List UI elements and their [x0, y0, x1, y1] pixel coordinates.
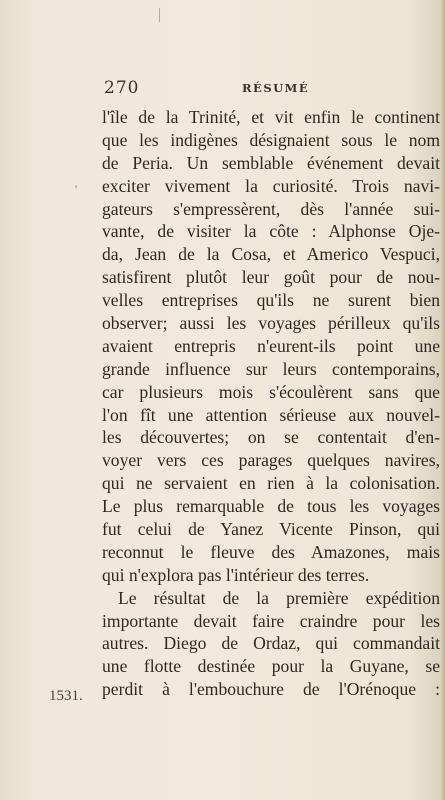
text-line: voyer vers ces parages quelques navires,: [102, 450, 440, 471]
text-line: les découvertes; on se contentait d'en-: [102, 427, 440, 448]
margin-mark: ': [75, 182, 78, 196]
text-line: autres. Diego de Ordaz, qui commandait: [102, 633, 440, 654]
text-line: fut celui de Yanez Vicente Pinson, qui: [102, 519, 440, 540]
text-line: perdit à l'embouchure de l'Orénoque :: [102, 679, 440, 700]
page-edge: [441, 0, 445, 800]
text-line: l'on fît une attention sérieuse aux nouvel-: [102, 404, 440, 425]
text-line: importante devait faire craindre pour les: [102, 610, 440, 631]
text-line: velles entreprises qu'ils ne surent bien: [102, 290, 440, 311]
text-line: vante, de visiter la côte : Alphonse Oje-: [102, 221, 440, 242]
text-line: satisfirent plutôt leur goût pour de nou-: [102, 267, 440, 288]
running-head: RÉSUMÉ: [242, 81, 310, 95]
page-header: [104, 78, 440, 102]
margin-year-note: 1531.: [49, 688, 83, 704]
text-line: avaient entrepris n'eurent-ils point une: [102, 335, 440, 356]
text-line: qui ne servaient en rien à la colonisation.: [102, 473, 440, 494]
text-line: exciter vivement la curiosité. Trois navi-: [102, 175, 440, 196]
page-number: 270: [104, 78, 140, 98]
text-line: que les indigènes désignaient sous le nom: [102, 129, 440, 150]
text-line: Le plus remarquable de tous les voyages: [102, 496, 440, 517]
text-line: reconnut le fleuve des Amazones, mais: [102, 541, 440, 562]
text-line: grande influence sur leurs contemporains,: [102, 358, 440, 379]
text-line: car plusieurs mois s'écoulèrent sans que: [102, 381, 440, 402]
text-line: l'île de la Trinité, et vit enfin le continent: [102, 107, 440, 127]
paragraph-first-line: Le résultat de la première expédition: [118, 587, 440, 608]
ink-mark: [159, 8, 160, 22]
text-line: une flotte destinée pour la Guyane, se: [102, 656, 440, 677]
text-line: da, Jean de la Cosa, et Americo Vespuci,: [102, 244, 440, 265]
text-line: observer; aussi les voyages périlleux qu'ils: [102, 313, 440, 334]
body-text: [102, 106, 440, 701]
text-line: qui n'explora pas l'intérieur des terres.: [102, 564, 370, 585]
text-line: gateurs s'empressèrent, dès l'année sui-: [102, 198, 440, 219]
text-line: de Peria. Un semblable événement devait: [102, 152, 440, 173]
